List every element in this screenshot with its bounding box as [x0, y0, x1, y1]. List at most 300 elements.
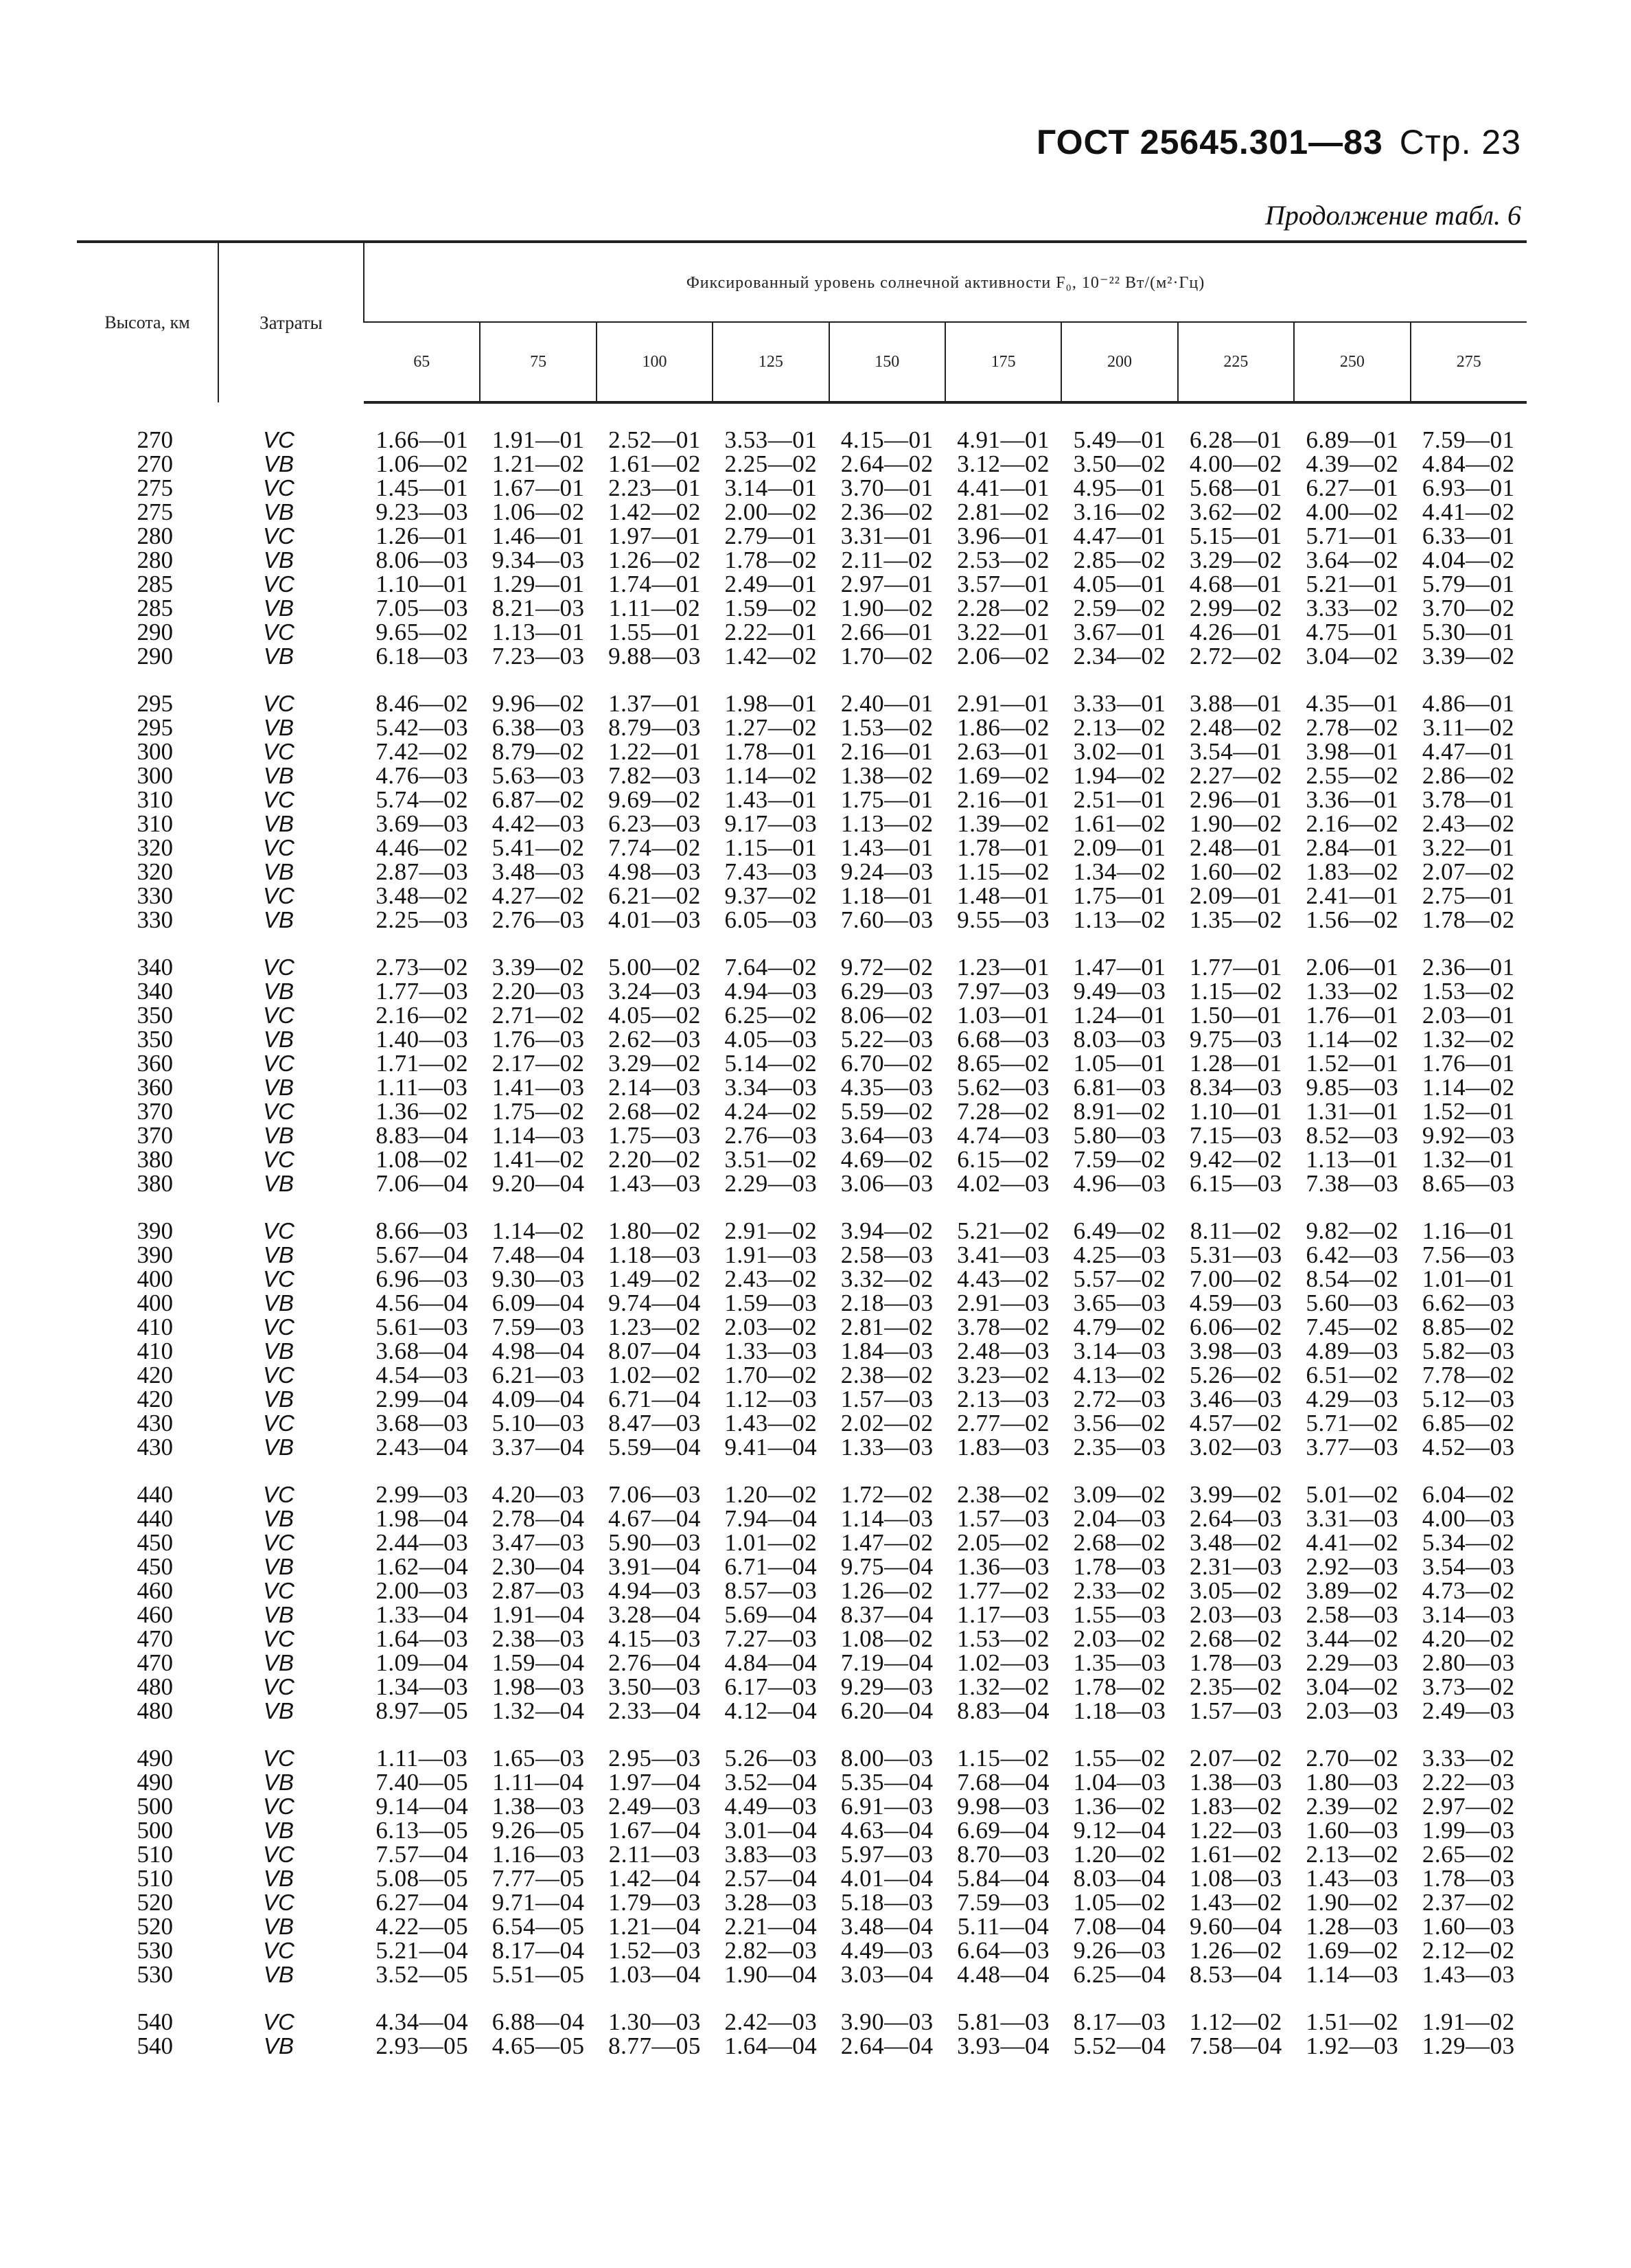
- value-cell: 4.73—02: [1422, 1577, 1515, 1604]
- value-cell: 4.54—03: [375, 1362, 469, 1388]
- value-cell: 2.75—01: [1422, 882, 1515, 909]
- value-cell: 8.06—03: [375, 547, 469, 573]
- value-cell: 1.32—02: [957, 1673, 1050, 1700]
- cost-cell: VC: [263, 1218, 294, 1244]
- cost-cell: VC: [263, 523, 294, 549]
- value-cell: 2.78—04: [491, 1505, 585, 1532]
- value-cell: 6.62—03: [1422, 1290, 1515, 1316]
- value-cell: 1.39—02: [957, 810, 1050, 837]
- value-cell: 1.41—02: [491, 1146, 585, 1173]
- value-cell: 1.64—04: [724, 2032, 818, 2059]
- cost-cell: VC: [263, 619, 294, 645]
- value-cell: 1.67—04: [608, 1817, 701, 1844]
- value-cell: 4.13—02: [1073, 1362, 1166, 1388]
- cost-cell: VC: [263, 1482, 294, 1507]
- value-cell: 1.80—03: [1306, 1769, 1399, 1796]
- value-cell: 1.74—01: [608, 571, 701, 597]
- value-cell: 1.61—02: [608, 450, 701, 477]
- value-cell: 7.59—01: [1422, 426, 1515, 453]
- value-cell: 4.01—03: [608, 906, 701, 933]
- value-cell: 7.68—04: [957, 1769, 1050, 1796]
- value-cell: 3.54—01: [1190, 738, 1282, 765]
- value-cell: 2.00—03: [375, 1577, 469, 1604]
- value-cell: 4.39—02: [1306, 450, 1399, 477]
- value-cell: 7.38—03: [1306, 1170, 1399, 1197]
- value-cell: 4.89—03: [1306, 1338, 1399, 1364]
- table-row: [77, 1123, 1527, 1147]
- value-cell: 1.49—02: [608, 1265, 701, 1292]
- value-cell: 9.60—04: [1190, 1913, 1282, 1940]
- value-cell: 1.06—02: [491, 499, 585, 525]
- value-cell: 8.06—02: [840, 1002, 934, 1029]
- value-cell: 1.42—04: [608, 1865, 701, 1892]
- flux-level-header: 65: [364, 322, 480, 402]
- value-cell: 4.52—03: [1422, 1434, 1515, 1461]
- value-cell: 4.48—04: [957, 1961, 1050, 1988]
- value-cell: 2.76—03: [724, 1122, 818, 1149]
- value-cell: 1.53—02: [1422, 978, 1515, 1005]
- value-cell: 2.48—01: [1190, 834, 1282, 861]
- value-cell: 1.33—02: [1306, 978, 1399, 1005]
- value-cell: 4.47—01: [1422, 738, 1515, 765]
- value-cell: 9.30—03: [491, 1265, 585, 1292]
- value-cell: 4.49—03: [724, 1793, 818, 1820]
- value-cell: 3.28—03: [724, 1889, 818, 1916]
- value-cell: 1.52—01: [1422, 1098, 1515, 1125]
- value-cell: 2.35—03: [1073, 1434, 1166, 1461]
- value-cell: 8.66—03: [375, 1217, 469, 1244]
- cost-cell: VC: [263, 835, 294, 860]
- value-cell: 7.27—03: [724, 1625, 818, 1652]
- value-cell: 2.07—02: [1190, 1745, 1282, 1772]
- value-cell: 6.05—03: [724, 906, 818, 933]
- value-cell: 1.97—04: [608, 1769, 701, 1796]
- value-cell: 4.84—04: [724, 1649, 818, 1676]
- value-cell: 1.55—01: [608, 619, 701, 645]
- value-cell: 6.25—04: [1073, 1961, 1166, 1988]
- table-row: [77, 764, 1527, 788]
- value-cell: 1.60—03: [1422, 1913, 1515, 1940]
- value-cell: 7.48—04: [491, 1241, 585, 1268]
- value-cell: 4.05—03: [724, 1026, 818, 1053]
- page-number: Стр. 23: [1399, 123, 1521, 161]
- cost-cell: VB: [263, 1769, 294, 1795]
- value-cell: 4.22—05: [375, 1913, 469, 1940]
- value-cell: 1.46—01: [491, 523, 585, 549]
- value-cell: 1.01—01: [1422, 1265, 1515, 1292]
- flux-level-header: 275: [1411, 322, 1527, 402]
- cost-cell: VB: [263, 763, 294, 788]
- altitude-cell: 320: [137, 858, 173, 885]
- value-cell: 2.68—02: [608, 1098, 701, 1125]
- value-cell: 9.34—03: [491, 547, 585, 573]
- value-cell: 1.55—02: [1073, 1745, 1166, 1772]
- value-cell: 4.26—01: [1190, 619, 1282, 645]
- value-cell: 2.91—03: [957, 1290, 1050, 1316]
- value-cell: 1.98—04: [375, 1505, 469, 1532]
- value-cell: 2.84—01: [1306, 834, 1399, 861]
- value-cell: 2.86—02: [1422, 762, 1515, 789]
- value-cell: 6.71—04: [608, 1386, 701, 1412]
- value-cell: 6.85—02: [1422, 1410, 1515, 1436]
- value-cell: 6.49—02: [1073, 1217, 1166, 1244]
- table-row: [77, 788, 1527, 812]
- value-cell: 4.05—01: [1073, 571, 1166, 597]
- value-cell: 9.92—03: [1422, 1122, 1515, 1149]
- value-cell: 2.25—02: [724, 450, 818, 477]
- value-cell: 1.02—03: [957, 1649, 1050, 1676]
- value-cell: 1.52—03: [608, 1937, 701, 1964]
- value-cell: 1.61—02: [1190, 1841, 1282, 1868]
- cost-cell: VC: [263, 739, 294, 764]
- value-cell: 1.78—01: [724, 738, 818, 765]
- value-cell: 3.16—02: [1073, 499, 1166, 525]
- value-cell: 2.73—02: [375, 954, 469, 981]
- value-cell: 3.39—02: [1422, 643, 1515, 669]
- value-cell: 1.72—02: [840, 1481, 934, 1508]
- value-cell: 1.37—01: [608, 690, 701, 717]
- value-cell: 9.75—04: [840, 1553, 934, 1580]
- value-cell: 1.41—03: [491, 1074, 585, 1101]
- value-cell: 5.08—05: [375, 1865, 469, 1892]
- value-cell: 7.58—04: [1190, 2032, 1282, 2059]
- value-cell: 2.78—02: [1306, 714, 1399, 741]
- table-row: [77, 1171, 1527, 1195]
- cost-cell: VC: [263, 787, 294, 812]
- value-cell: 1.10—01: [1190, 1098, 1282, 1125]
- cost-cell: VC: [263, 1626, 294, 1651]
- altitude-cell: 500: [137, 1793, 173, 1820]
- table-row: [77, 1315, 1527, 1339]
- value-cell: 1.11—04: [492, 1769, 584, 1796]
- altitude-cell: 295: [137, 714, 173, 741]
- value-cell: 3.09—02: [1073, 1481, 1166, 1508]
- cost-cell: VC: [263, 1794, 294, 1819]
- value-cell: 1.66—01: [375, 426, 469, 453]
- value-cell: 1.08—02: [375, 1146, 469, 1173]
- value-cell: 4.02—03: [957, 1170, 1050, 1197]
- altitude-cell: 285: [137, 571, 173, 597]
- cost-cell: VC: [263, 1099, 294, 1124]
- table-row: [77, 1579, 1527, 1603]
- table-row: [77, 1507, 1527, 1531]
- value-cell: 7.59—03: [957, 1889, 1050, 1916]
- value-cell: 1.12—02: [1190, 2008, 1282, 2035]
- value-cell: 1.09—04: [375, 1649, 469, 1676]
- value-cell: 2.91—01: [957, 690, 1050, 717]
- table-row: [77, 596, 1527, 620]
- value-cell: 1.32—01: [1422, 1146, 1515, 1173]
- value-cell: 4.29—03: [1306, 1386, 1399, 1412]
- value-cell: 3.29—02: [608, 1050, 701, 1077]
- cost-cell: VC: [263, 571, 294, 597]
- value-cell: 1.40—03: [375, 1026, 469, 1053]
- value-cell: 6.20—04: [840, 1697, 934, 1724]
- value-cell: 8.70—03: [957, 1841, 1050, 1868]
- flux-level-header: 225: [1178, 322, 1294, 402]
- value-cell: 7.77—05: [491, 1865, 585, 1892]
- value-cell: 8.47—03: [608, 1410, 701, 1436]
- value-cell: 1.35—02: [1190, 906, 1282, 933]
- cost-cell: VB: [263, 1434, 294, 1460]
- value-cell: 6.23—03: [608, 810, 701, 837]
- value-cell: 5.67—04: [375, 1241, 469, 1268]
- value-cell: 3.39—02: [491, 954, 585, 981]
- table-row: [77, 1603, 1527, 1627]
- cost-cell: VB: [263, 1027, 294, 1052]
- value-cell: 1.52—01: [1306, 1050, 1399, 1077]
- value-cell: 9.12—04: [1073, 1817, 1166, 1844]
- value-cell: 5.69—04: [724, 1601, 818, 1628]
- value-cell: 4.15—01: [840, 426, 934, 453]
- value-cell: 3.98—03: [1190, 1338, 1282, 1364]
- value-cell: 1.16—01: [1422, 1217, 1515, 1244]
- value-cell: 1.21—04: [608, 1913, 701, 1940]
- value-cell: 3.69—03: [375, 810, 469, 837]
- value-cell: 1.69—02: [957, 762, 1050, 789]
- value-cell: 2.27—02: [1190, 762, 1282, 789]
- value-cell: 5.30—01: [1422, 619, 1515, 645]
- value-cell: 5.74—02: [375, 786, 469, 813]
- value-cell: 1.14—02: [724, 762, 818, 789]
- value-cell: 2.52—01: [608, 426, 701, 453]
- altitude-cell: 370: [137, 1098, 173, 1125]
- cost-cell: VB: [263, 1554, 294, 1579]
- value-cell: 1.57—03: [1190, 1697, 1282, 1724]
- value-cell: 3.02—01: [1073, 738, 1166, 765]
- value-cell: 3.68—04: [375, 1338, 469, 1364]
- table-row: [77, 860, 1527, 884]
- value-cell: 1.62—04: [375, 1553, 469, 1580]
- altitude-cell: 390: [137, 1217, 173, 1244]
- value-cell: 2.43—02: [724, 1265, 818, 1292]
- value-cell: 9.17—03: [724, 810, 818, 837]
- table-row: [77, 812, 1527, 836]
- cost-cell: VC: [263, 1410, 294, 1436]
- value-cell: 6.69—04: [957, 1817, 1050, 1844]
- cost-cell: VB: [263, 1866, 294, 1891]
- value-cell: 4.04—02: [1422, 547, 1515, 573]
- altitude-cell: 340: [137, 978, 173, 1005]
- altitude-cell: 530: [137, 1961, 173, 1988]
- value-cell: 2.80—03: [1422, 1649, 1515, 1676]
- value-cell: 2.23—01: [608, 474, 701, 501]
- altitude-cell: 330: [137, 882, 173, 909]
- standard-number: ГОСТ 25645.301—83: [1036, 123, 1383, 161]
- flux-level-header: 125: [713, 322, 829, 402]
- value-cell: 9.69—02: [608, 786, 701, 813]
- value-cell: 2.03—02: [1073, 1625, 1166, 1652]
- value-cell: 1.70—02: [724, 1362, 818, 1388]
- altitude-cell: 410: [137, 1314, 173, 1340]
- value-cell: 5.57—02: [1073, 1265, 1166, 1292]
- value-cell: 3.02—03: [1190, 1434, 1282, 1461]
- altitude-cell: 500: [137, 1817, 173, 1844]
- value-cell: 2.39—02: [1306, 1793, 1399, 1820]
- table-row: [77, 908, 1527, 932]
- value-cell: 9.24—03: [840, 858, 934, 885]
- table-row: [77, 1075, 1527, 1099]
- value-cell: 2.30—04: [491, 1553, 585, 1580]
- value-cell: 1.04—03: [1073, 1769, 1166, 1796]
- value-cell: 3.67—01: [1073, 619, 1166, 645]
- value-cell: 1.01—02: [724, 1529, 818, 1556]
- table-row: [77, 1003, 1527, 1027]
- value-cell: 7.40—05: [375, 1769, 469, 1796]
- value-cell: 4.46—02: [375, 834, 469, 861]
- value-cell: 3.93—04: [957, 2032, 1050, 2059]
- value-cell: 2.07—02: [1422, 858, 1515, 885]
- value-cell: 4.56—04: [375, 1290, 469, 1316]
- value-cell: 4.41—02: [1306, 1529, 1399, 1556]
- value-cell: 1.45—01: [375, 474, 469, 501]
- value-cell: 1.12—03: [724, 1386, 818, 1412]
- cost-cell: VB: [263, 1962, 294, 1987]
- value-cell: 2.03—03: [1306, 1697, 1399, 1724]
- altitude-cell: 285: [137, 595, 173, 621]
- value-cell: 9.20—04: [491, 1170, 585, 1197]
- value-cell: 2.33—04: [608, 1697, 701, 1724]
- altitude-cell: 380: [137, 1170, 173, 1197]
- value-cell: 1.15—02: [1190, 978, 1282, 1005]
- table-row: [77, 2034, 1527, 2058]
- table-row: [77, 979, 1527, 1003]
- value-cell: 8.17—04: [491, 1937, 585, 1964]
- value-cell: 3.56—02: [1073, 1410, 1166, 1436]
- value-cell: 8.54—02: [1306, 1265, 1399, 1292]
- value-cell: 6.04—02: [1422, 1481, 1515, 1508]
- value-cell: 4.79—02: [1073, 1314, 1166, 1340]
- table-row: [77, 740, 1527, 764]
- value-cell: 1.43—01: [724, 786, 818, 813]
- value-cell: 3.04—02: [1306, 1673, 1399, 1700]
- value-cell: 2.91—02: [724, 1217, 818, 1244]
- value-cell: 1.98—03: [491, 1673, 585, 1700]
- value-cell: 1.35—03: [1073, 1649, 1166, 1676]
- table-row: [77, 1219, 1527, 1243]
- cost-column-header: Затраты: [218, 242, 364, 402]
- value-cell: 1.15—02: [957, 1745, 1050, 1772]
- value-cell: 9.82—02: [1306, 1217, 1399, 1244]
- value-cell: 1.33—03: [724, 1338, 818, 1364]
- value-cell: 1.78—03: [1073, 1553, 1166, 1580]
- value-cell: 5.26—03: [724, 1745, 818, 1772]
- flux-level-header: 200: [1061, 322, 1177, 402]
- value-cell: 6.93—01: [1422, 474, 1515, 501]
- value-cell: 2.03—03: [1190, 1601, 1282, 1628]
- value-cell: 1.26—02: [608, 547, 701, 573]
- value-cell: 1.10—01: [375, 571, 469, 597]
- altitude-cell: 300: [137, 738, 173, 765]
- value-cell: 2.66—01: [840, 619, 934, 645]
- value-cell: 1.47—01: [1073, 954, 1166, 981]
- value-cell: 7.42—02: [375, 738, 469, 765]
- value-cell: 8.97—05: [375, 1697, 469, 1724]
- altitude-cell: 360: [137, 1074, 173, 1101]
- value-cell: 1.83—03: [957, 1434, 1050, 1461]
- value-cell: 2.16—01: [957, 786, 1050, 813]
- value-cell: 1.34—03: [375, 1673, 469, 1700]
- value-cell: 1.30—03: [608, 2008, 701, 2035]
- value-cell: 5.31—03: [1190, 1241, 1282, 1268]
- value-cell: 8.52—03: [1306, 1122, 1399, 1149]
- altitude-cell: 490: [137, 1769, 173, 1796]
- value-cell: 1.98—01: [724, 690, 818, 717]
- value-cell: 1.28—03: [1306, 1913, 1399, 1940]
- value-cell: 3.03—04: [840, 1961, 934, 1988]
- cost-cell: VB: [263, 451, 294, 477]
- cost-cell: VB: [263, 1338, 294, 1364]
- table-row: [77, 1363, 1527, 1387]
- value-cell: 2.81—02: [840, 1314, 934, 1340]
- value-cell: 2.77—02: [957, 1410, 1050, 1436]
- value-cell: 3.34—03: [724, 1074, 818, 1101]
- value-cell: 2.49—03: [1422, 1697, 1515, 1724]
- cost-cell: VB: [263, 859, 294, 884]
- value-cell: 3.32—02: [840, 1265, 934, 1292]
- value-cell: 3.33—01: [1073, 690, 1166, 717]
- cost-cell: VB: [263, 811, 294, 836]
- altitude-cell: 440: [137, 1505, 173, 1532]
- cost-cell: VC: [263, 1530, 294, 1555]
- value-cell: 9.26—03: [1073, 1937, 1166, 1964]
- value-cell: 9.75—03: [1190, 1026, 1282, 1053]
- value-cell: 2.20—02: [608, 1146, 701, 1173]
- value-cell: 4.01—04: [840, 1865, 934, 1892]
- value-cell: 5.15—01: [1190, 523, 1282, 549]
- table-row: [77, 1027, 1527, 1051]
- value-cell: 2.64—04: [840, 2032, 934, 2059]
- value-cell: 8.11—02: [1190, 1217, 1282, 1244]
- value-cell: 2.97—01: [840, 571, 934, 597]
- value-cell: 4.91—01: [957, 426, 1050, 453]
- value-cell: 4.94—03: [724, 978, 818, 1005]
- value-cell: 5.84—04: [957, 1865, 1050, 1892]
- value-cell: 3.96—01: [957, 523, 1050, 549]
- value-cell: 3.88—01: [1190, 690, 1282, 717]
- value-cell: 2.16—02: [1306, 810, 1399, 837]
- value-cell: 2.68—02: [1073, 1529, 1166, 1556]
- cost-cell: VC: [263, 1147, 294, 1172]
- altitude-cell: 450: [137, 1529, 173, 1556]
- value-cell: 2.17—02: [491, 1050, 585, 1077]
- value-cell: 1.57—03: [957, 1505, 1050, 1532]
- value-cell: 4.27—02: [491, 882, 585, 909]
- value-cell: 2.99—03: [375, 1481, 469, 1508]
- value-cell: 1.59—04: [491, 1649, 585, 1676]
- value-cell: 2.21—04: [724, 1913, 818, 1940]
- table-continuation-caption: Продолжение табл. 6: [1264, 200, 1521, 231]
- value-cell: 1.02—02: [608, 1362, 701, 1388]
- value-cell: 1.17—03: [957, 1601, 1050, 1628]
- value-cell: 2.79—01: [724, 523, 818, 549]
- value-cell: 6.27—01: [1306, 474, 1399, 501]
- value-cell: 2.38—03: [491, 1625, 585, 1652]
- value-cell: 3.06—03: [840, 1170, 934, 1197]
- value-cell: 6.54—05: [491, 1913, 585, 1940]
- altitude-cell: 310: [137, 786, 173, 813]
- value-cell: 3.53—01: [724, 426, 818, 453]
- value-cell: 3.52—04: [724, 1769, 818, 1796]
- cost-cell: VB: [263, 1698, 294, 1723]
- cost-cell: VC: [263, 1051, 294, 1076]
- cost-cell: VB: [263, 1818, 294, 1843]
- value-cell: 2.03—01: [1422, 1002, 1515, 1029]
- value-cell: 5.80—03: [1073, 1122, 1166, 1149]
- value-cell: 6.27—04: [375, 1889, 469, 1916]
- value-cell: 2.29—03: [1306, 1649, 1399, 1676]
- value-cell: 2.63—01: [957, 738, 1050, 765]
